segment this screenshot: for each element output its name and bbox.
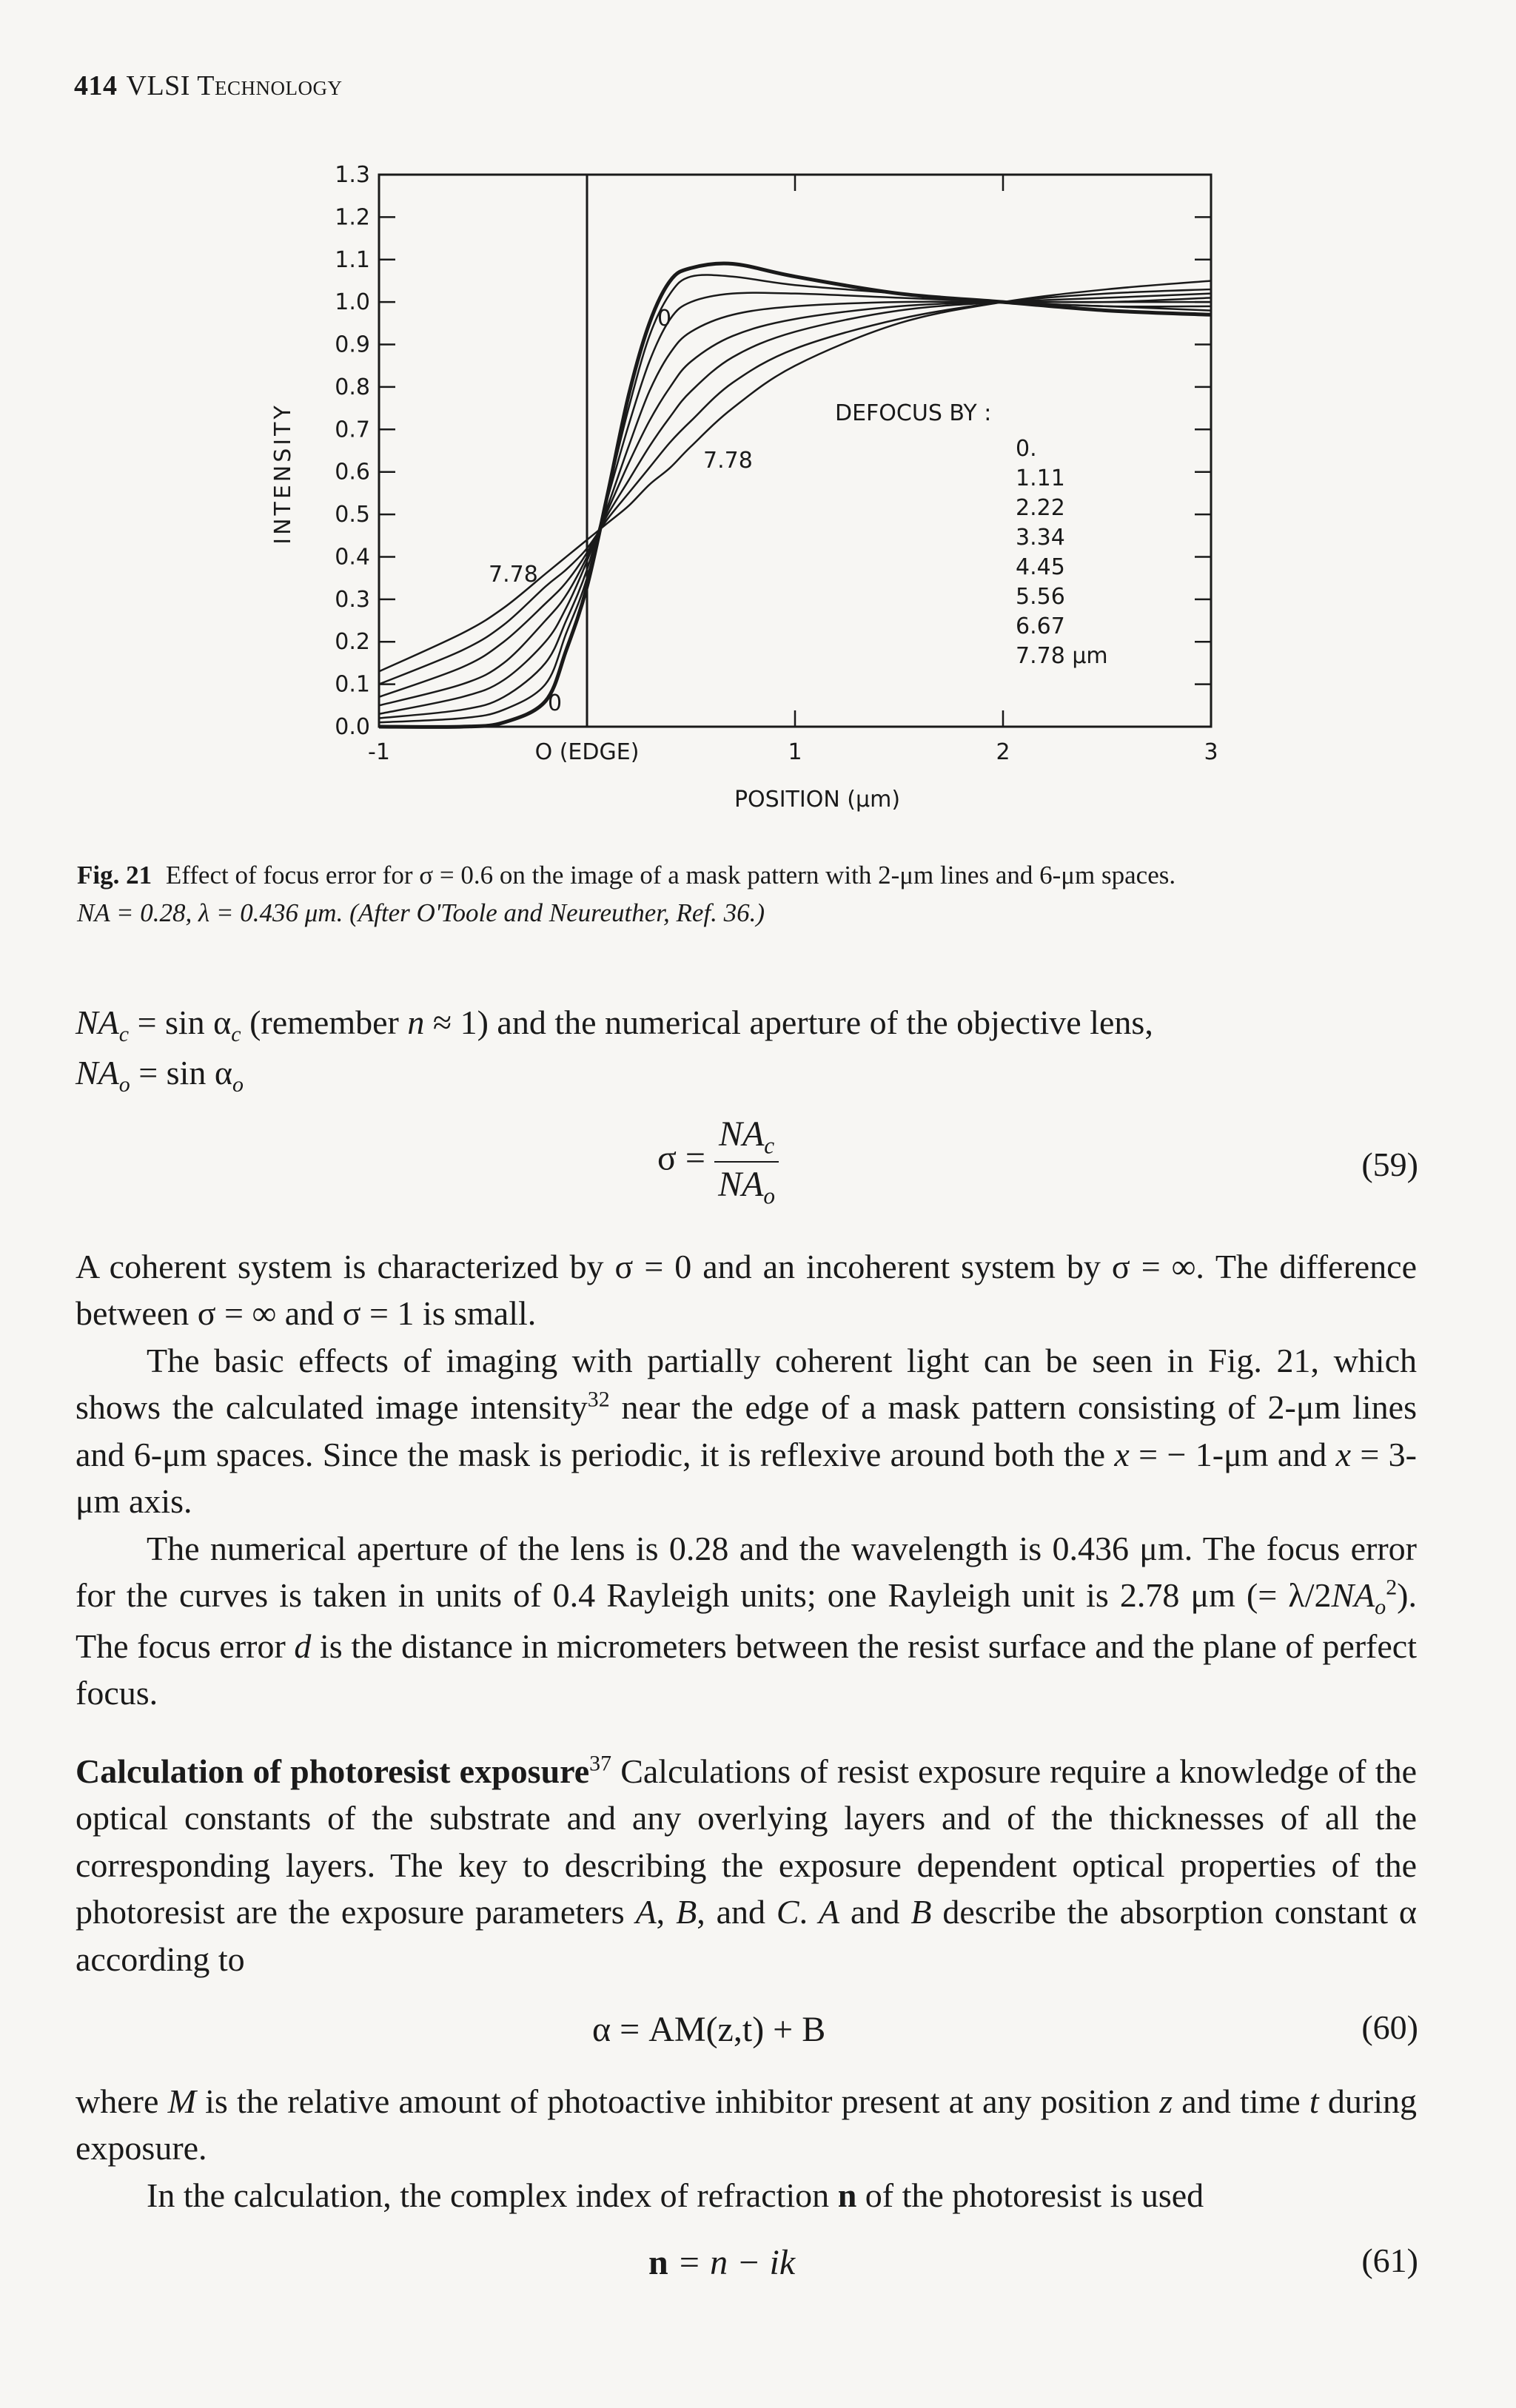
series-line-7 xyxy=(379,289,1211,685)
caption-text: Effect of focus error for σ = 0.6 on the image of a mask pattern with 2-μm lines and 6-μm spaces. xyxy=(165,861,1176,889)
equation-number-60: (60) xyxy=(1361,2008,1418,2046)
legend-entry: 5.56 xyxy=(1016,584,1065,610)
y-tick-label: 0.9 xyxy=(335,332,370,358)
x-tick-label: 3 xyxy=(1204,739,1218,765)
equation-61: n = n − ik xyxy=(648,2243,796,2282)
legend-entry: 3.34 xyxy=(1016,525,1065,551)
y-tick-label: 0.2 xyxy=(335,629,370,656)
y-tick-label: 0.0 xyxy=(335,714,370,740)
y-tick-label: 0.3 xyxy=(335,586,370,613)
y-tick-label: 1.3 xyxy=(335,162,370,188)
y-tick-label: 1.2 xyxy=(335,204,370,231)
curve-annotation: 7.78 xyxy=(489,562,538,588)
curve-annotation: 0 xyxy=(548,690,563,716)
paragraph-coherence: A coherent system is characterized by σ = 0 and an incoherent system by σ = ∞. The difference between σ = ∞ and σ = 1 is small. The basic effects of imaging with partially coherent light can be seen in Fig. 21, which shows the calculated image intensity$^{32}$ near the edge of a mask pattern consisting of 2-μm lines and 6-μm spaces. Since the mask is periodic, it is reflexive around both the x = − 1-μm and x = 3-μm axis. The numerical aperture of the lens is 0.28 and the wavelength is 0.436 μm. The focus error for the curves is taken in units of 0.4 Rayleigh units; one Rayleigh unit is 2.78 μm (= $\lambda/2NA_o^2$). The focus error d is the distance in micrometers between the resist surface and the plane of perfect focus. xyxy=(76,1248,1418,1712)
equation-60: α = AM(z,t) + B xyxy=(592,2010,826,2049)
paragraph-na: $NA_c = \sin \alpha_c$ (remember n ≈ 1) and the numerical aperture of the objective lens, $NA_o = \sin \alpha_o$ xyxy=(76,1003,1153,1097)
y-tick-label: 0.5 xyxy=(335,502,370,528)
equation-59: σ = $\frac{NA_c}{NA_o}$ xyxy=(657,1114,779,1209)
equation-number-59: (59) xyxy=(1361,1146,1418,1183)
x-tick-label: 2 xyxy=(996,739,1010,765)
y-tick-label: 0.8 xyxy=(335,374,370,400)
y-axis-label: INTENSITY xyxy=(270,403,296,545)
x-tick-label: -1 xyxy=(368,739,390,765)
legend-title: DEFOCUS BY : xyxy=(835,400,992,426)
caption-params: NA = 0.28, λ = 0.436 μm. xyxy=(77,898,343,927)
intensity-chart xyxy=(0,0,1516,829)
x-axis-label: POSITION (μm) xyxy=(734,787,901,813)
curve-annotation: 0 xyxy=(657,306,672,332)
y-tick-label: 0.4 xyxy=(335,544,370,571)
legend-entry: 1.11 xyxy=(1016,465,1065,491)
curve-annotation: 7.78 xyxy=(703,448,753,474)
legend-entry: 0. xyxy=(1016,436,1037,462)
section-title: Calculation of photoresist exposure xyxy=(76,1752,590,1790)
y-tick-label: 0.1 xyxy=(335,671,370,698)
legend-entry: 4.45 xyxy=(1016,554,1065,580)
x-tick-label: O (EDGE) xyxy=(534,739,640,765)
y-tick-label: 0.7 xyxy=(335,417,370,443)
legend-entry: 7.78 μm xyxy=(1016,643,1108,669)
legend xyxy=(835,400,1108,669)
figure-caption xyxy=(77,857,1424,932)
running-title: VLSI Technology xyxy=(126,70,343,101)
annotations xyxy=(489,306,753,716)
x-axis xyxy=(368,175,1218,813)
series-line-6 xyxy=(379,294,1211,697)
series-line-8 xyxy=(379,280,1211,671)
legend-entry: 6.67 xyxy=(1016,613,1065,639)
y-tick-label: 0.6 xyxy=(335,459,370,485)
caption-source: (After O'Toole and Neureuther, Ref. 36.) xyxy=(349,898,765,927)
section-photoresist: Calculation of photoresist exposure$^{37}$ Calculations of resist exposure require a knowledge of the optical constants of the substrate and any overlying layers and of the thicknesses of all the corresponding layers. The key to describing the exposure dependent optical properties of the photoresist are the exposure parameters A, B, and C. A and B describe the absorption constant α according to xyxy=(76,1751,1418,1978)
legend-entry: 2.22 xyxy=(1016,495,1065,521)
paragraph-inhibitor: where M is the relative amount of photoactive inhibitor present at any position z and time t during exposure. In the calculation, the complex index of refraction n of the photoresist is used xyxy=(76,2082,1417,2214)
x-tick-label: 1 xyxy=(788,739,802,765)
page-number: 414 xyxy=(74,70,118,101)
y-tick-label: 1.1 xyxy=(335,246,370,273)
equation-number-61: (61) xyxy=(1361,2241,1418,2279)
caption-label: Fig. 21 xyxy=(77,861,152,889)
y-tick-label: 1.0 xyxy=(335,289,370,316)
